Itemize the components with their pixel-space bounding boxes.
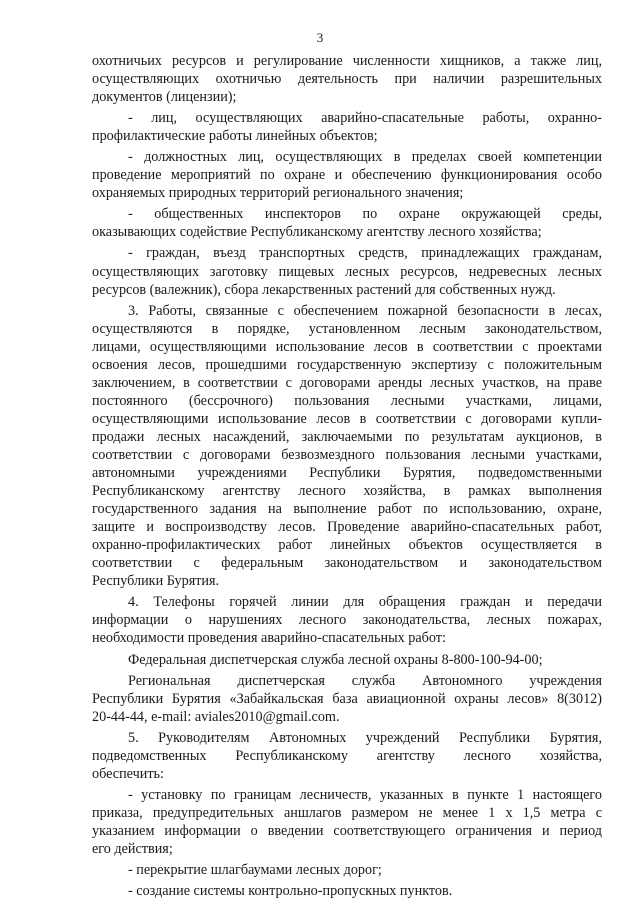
text-line: - создание системы контрольно-пропускных пунктов. <box>128 883 453 900</box>
text-line: ресурсов (валежник), сбора лекарственных растений для собственных нужд. <box>92 281 556 298</box>
text-line: продажи лесных насаждений, заключаемыми по результатам аукционов, в <box>92 428 602 445</box>
text-line: осуществляющих заготовку пищевых лесных ресурсов, недревесных лесных <box>92 263 602 280</box>
text-line: - перекрытие шлагбаумами лесных дорог; <box>128 862 382 879</box>
text-line: подведомственных Республиканскому агентству лесного хозяйства, <box>92 747 602 764</box>
text-line: защите и воспроизводству лесов. Проведение аварийно-спасательных работ, <box>92 519 602 536</box>
text-line: - граждан, въезд транспортных средств, принадлежащих гражданам, <box>128 245 602 262</box>
text-line: оказывающих содействие Республиканскому агентству лесного хозяйства; <box>92 224 542 241</box>
text-line: проведение мероприятий по охране и обеспечению функционирования особо <box>92 167 602 184</box>
text-line: - лиц, осуществляющих аварийно-спасательные работы, охранно- <box>128 110 602 127</box>
text-line: Республики Бурятия. <box>92 573 220 590</box>
text-line: обеспечить: <box>92 765 164 782</box>
text-line: 20-44-44, e-mail: aviales2010@gmail.com. <box>92 708 340 725</box>
text-line: профилактические работы линейных объектов; <box>92 128 378 145</box>
text-line: Республиканскому агентству лесного хозяйства, в рамках выполнения <box>92 483 602 500</box>
text-line: охотничьих ресурсов и регулирование численности хищников, а также лиц, <box>92 53 602 69</box>
text-line: информации о нарушениях лесного законодательства, лесных пожарах, <box>92 612 602 629</box>
document-body <box>92 52 602 900</box>
text-line: - общественных инспекторов по охране окружающей среды, <box>128 206 602 223</box>
text-line: - должностных лиц, осуществляющих в пределах своей компетенции <box>128 149 602 166</box>
text-line: 5. Руководителям Автономных учреждений Республики Бурятия, <box>128 729 602 746</box>
text-line: осуществляются в порядке, установленном лесным законодательством, <box>92 320 602 337</box>
text-line: государственного задания на выполнение работ по использованию, охране, <box>92 501 602 518</box>
text-line: охраняемых природных территорий регионального значения; <box>92 185 464 202</box>
text-line: документов (лицензии); <box>92 89 237 106</box>
text-line: лицами, осуществляющими использование лесов в соответствии с проектами <box>92 338 602 355</box>
text-line: Региональная диспетчерская служба Автономного учреждения <box>128 672 602 689</box>
page-number: 3 <box>316 30 324 45</box>
text-line: необходимости проведения аварийно-спасательных работ: <box>92 630 446 647</box>
text-line: охранно-профилактических работ линейных объектов осуществляется в <box>92 537 602 554</box>
text-line: соответствии с федеральным законодательством и законодательством <box>92 555 602 572</box>
text-line: приказа, предупредительных аншлагов размером не менее 1 x 1,5 метра с <box>92 804 602 821</box>
text-line: осуществляющими использование лесов в соответствии с договорами купли- <box>92 410 602 427</box>
text-line: - установку по границам лесничеств, указанных в пункте 1 настоящего <box>128 786 602 803</box>
text-line: Федеральная диспетчерская служба лесной охраны 8-800-100-94-00; <box>128 651 543 668</box>
text-line: 3. Работы, связанные с обеспечением пожарной безопасности в лесах, <box>128 302 602 319</box>
text-line: постоянного (бессрочного) пользования лесными участками, лицами, <box>92 392 602 409</box>
text-line: освоения лесов, прошедшими государственную экспертизу с положительным <box>92 356 602 373</box>
text-line: соответствии с договорами безвозмездного пользования лесными участками, <box>92 446 602 463</box>
text-line: автономными учреждениями Республики Бурятия, подведомственными <box>92 465 602 482</box>
text-line: осуществляющих охотничью деятельность при наличии разрешительных <box>92 71 602 88</box>
text-line: 4. Телефоны горячей линии для обращения граждан и передачи <box>128 594 602 611</box>
text-line: его действия; <box>92 840 173 857</box>
text-line: указанием информации о введении соответствующего ограничения и период <box>92 822 602 839</box>
text-line: заключением, в соответствии с договорами аренды лесных участков, на праве <box>92 374 602 391</box>
text-line: Республики Бурятия «Забайкальская база авиационной охраны лесов» 8(3012) <box>92 690 602 707</box>
